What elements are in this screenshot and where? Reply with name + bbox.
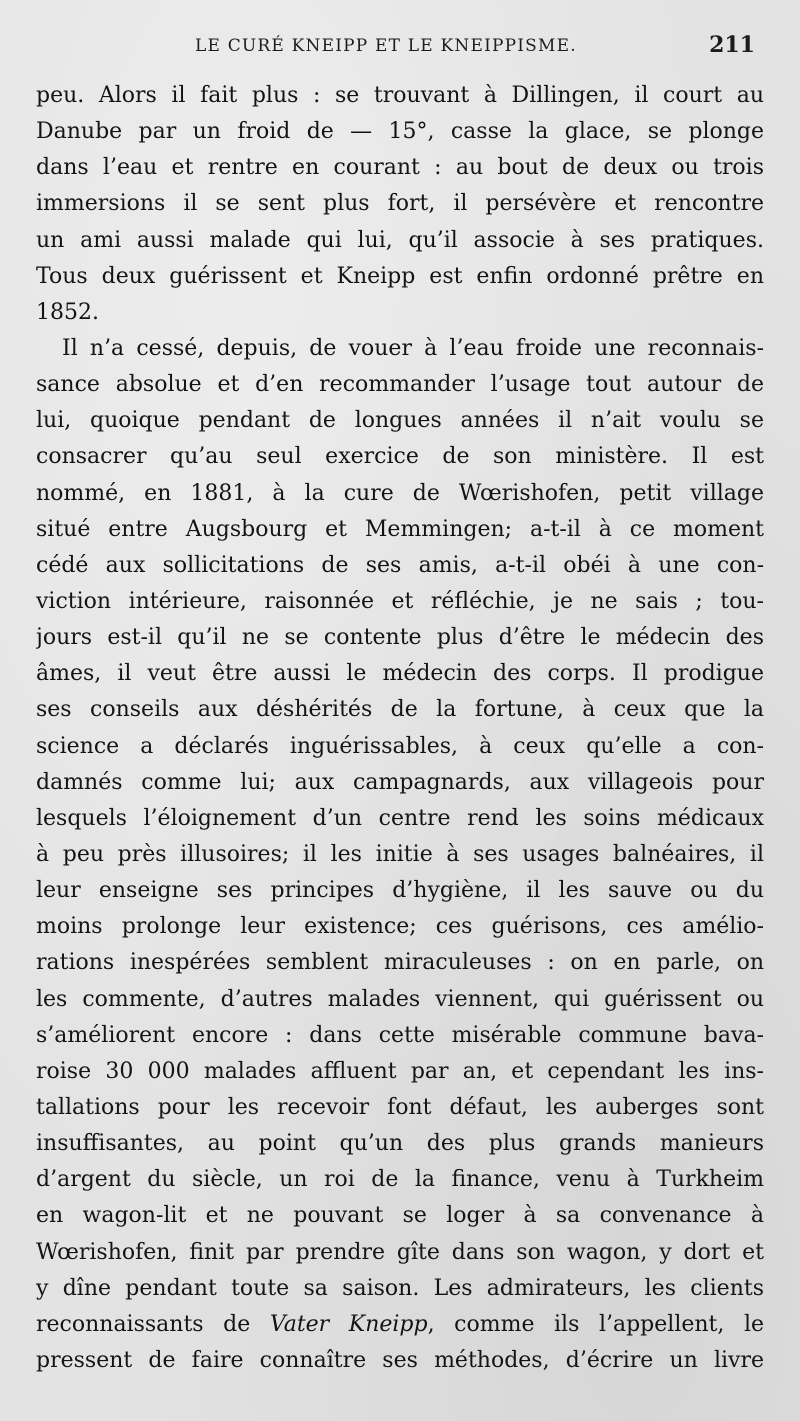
text-line: tallations pour les recevoir font défaut, les auberges sont [36,1094,764,1120]
body-text [36,78,764,1379]
text-line: lesquels l’éloignement d’un centre rend les soins médicaux [36,805,764,831]
text-line: reconnaissants de Vater Kneipp, comme ils l’appellent, le [36,1311,764,1337]
text-line: consacrer qu’au seul exercice de son ministère. Il est [36,444,764,470]
text-line: Wœrishofen, finit par prendre gîte dans son wagon, y dort et [36,1239,764,1265]
text-line-content: Il n’a cessé, depuis, de vouer à l’eau froide une reconnais- [62,335,764,361]
text-line: ses conseils aux déshérités de la fortune, à ceux que la [36,697,764,723]
text-line: situé entre Augsbourg et Memmingen; a-t-il à ce moment [36,516,764,542]
text-line: science a déclarés inguérissables, à ceux qu’elle a con- [36,733,764,759]
text-line: âmes, il veut être aussi le médecin des corps. Il prodigue [36,661,764,687]
text-line: d’argent du siècle, un roi de la finance, venu à Turkheim [36,1167,764,1193]
text-line: les commente, d’autres malades viennent, qui guérissent ou [36,986,764,1012]
text-line: un ami aussi malade qui lui, qu’il associe à ses pratiques. [36,227,764,253]
text-line: y dîne pendant toute sa saison. Les admirateurs, les clients [36,1275,764,1301]
text-line: moins prolonge leur existence; ces guérisons, ces amélio- [36,914,764,940]
text-line: peu. Alors il fait plus : se trouvant à Dillingen, il court au [36,83,764,108]
text-line: s’améliorent encore : dans cette misérable commune bava- [36,1022,764,1048]
text-line: pressent de faire connaître ses méthodes, d’écrire un livre [36,1347,764,1373]
text-line: roise 30 000 malades affluent par an, et cependant les ins- [36,1058,764,1084]
text-line: en wagon-lit et ne pouvant se loger à sa convenance à [36,1203,764,1229]
text-line: insuffisantes, au point qu’un des plus grands manieurs [36,1131,764,1157]
text-line: à peu près illusoires; il les initie à ses usages balnéaires, il [36,841,764,867]
text-line: viction intérieure, raisonnée et réfléchie, je ne sais ; tou- [36,588,764,614]
text-line: Danube par un froid de — 15°, casse la glace, se plonge [36,119,764,145]
text-line: jours est-il qu’il ne se contente plus d’être le médecin des [36,625,764,651]
text-line: rations inespérées semblent miraculeuses : on en parle, on [36,950,764,976]
italic-name: Vater Kneipp [269,1311,428,1337]
text-line: lui, quoique pendant de longues années il n’ait voulu se [36,408,764,434]
text-line: nommé, en 1881, à la cure de Wœrishofen, petit village [36,480,764,506]
text-line: immersions il se sent plus fort, il persévère et rencontre [36,191,764,217]
paragraph-first-line [36,331,764,367]
text-line: Tous deux guérissent et Kneipp est enfin ordonné prêtre en [36,263,764,289]
page-number: 211 [709,32,755,58]
running-head: LE CURÉ KNEIPP ET LE KNEIPPISME. [195,36,577,56]
text-line: 1852. [36,299,99,325]
text-line: dans l’eau et rentre en courant : au bout de deux ou trois [36,155,764,181]
text-line: sance absolue et d’en recommander l’usage tout autour de [36,372,764,398]
text-line: leur enseigne ses principes d’hygiène, il les sauve ou du [36,878,764,904]
text-line: cédé aux sollicitations de ses amis, a-t-il obéi à une con- [36,552,764,578]
page-header [195,34,755,64]
text-line: damnés comme lui; aux campagnards, aux villageois pour [36,769,764,795]
